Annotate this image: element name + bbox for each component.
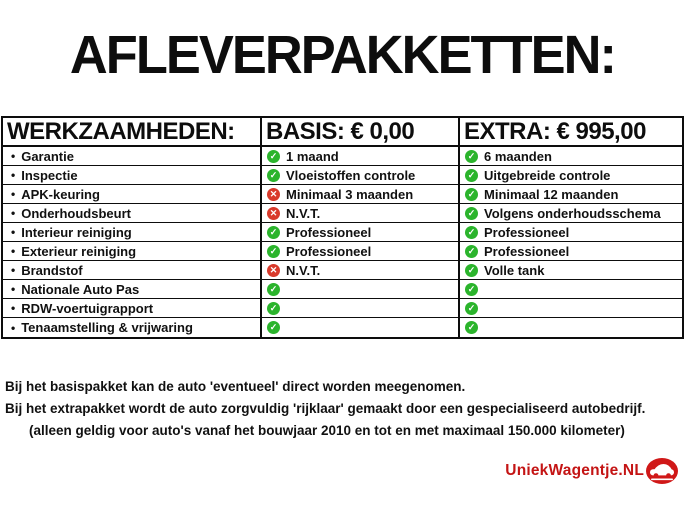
bullet-icon: • [11, 225, 16, 239]
task-cell [3, 204, 260, 222]
check-circle-icon: ✓ [267, 169, 280, 182]
column-header-werkzaamheden: WERKZAAMHEDEN: [7, 118, 235, 145]
basis-value: Professioneel [286, 224, 372, 240]
cross-circle-icon: ✕ [267, 188, 280, 201]
task-cell [3, 185, 260, 203]
task-label: Exterieur reiniging [21, 243, 137, 259]
check-circle-icon: ✓ [465, 264, 478, 277]
check-circle-icon: ✓ [267, 321, 280, 334]
footer-note-conditions: (alleen geldig voor auto's vanaf het bouwjaar 2010 en tot en met maximaal 150.000 kilometer) [29, 423, 625, 438]
basis-value: Vloeistoffen controle [286, 167, 416, 183]
bullet-icon: • [11, 263, 16, 277]
bullet-icon: • [11, 187, 16, 201]
check-circle-icon: ✓ [267, 283, 280, 296]
basis-cell [260, 166, 458, 184]
basis-cell [260, 318, 458, 337]
task-cell [3, 242, 260, 260]
basis-cell [260, 280, 458, 298]
extra-cell [458, 280, 682, 298]
basis-cell [260, 204, 458, 222]
footer-notes [5, 376, 645, 442]
column-header-extra: EXTRA: € 995,00 [458, 118, 682, 145]
check-circle-icon: ✓ [267, 245, 280, 258]
basis-value: 1 maand [286, 148, 339, 164]
task-cell [3, 280, 260, 298]
task-label: Brandstof [21, 262, 83, 278]
basis-value: N.V.T. [286, 205, 321, 221]
task-label: Nationale Auto Pas [21, 281, 140, 297]
extra-cell [458, 223, 682, 241]
bullet-icon: • [11, 149, 16, 163]
bullet-icon: • [11, 206, 16, 220]
basis-cell [260, 185, 458, 203]
bullet-icon: • [11, 244, 16, 258]
task-label: Interieur reiniging [21, 224, 132, 240]
basis-cell [260, 299, 458, 317]
table-row [3, 147, 682, 166]
basis-cell [260, 242, 458, 260]
basis-value: N.V.T. [286, 262, 321, 278]
task-label: Inspectie [21, 167, 78, 183]
check-circle-icon: ✓ [465, 188, 478, 201]
check-circle-icon: ✓ [465, 283, 478, 296]
extra-value: Volle tank [484, 262, 545, 278]
task-cell [3, 166, 260, 184]
check-circle-icon: ✓ [267, 302, 280, 315]
extra-cell [458, 185, 682, 203]
bullet-icon: • [11, 301, 16, 315]
table-row [3, 280, 682, 299]
basis-cell [260, 261, 458, 279]
basis-cell [260, 223, 458, 241]
table-row [3, 242, 682, 261]
task-cell [3, 261, 260, 279]
footer-note-basis: Bij het basispakket kan de auto 'eventueel' direct worden meegenomen. [5, 379, 466, 394]
logo-text: UniekWagentje.NL [505, 462, 644, 479]
table-row [3, 166, 682, 185]
check-circle-icon: ✓ [267, 150, 280, 163]
task-cell [3, 299, 260, 317]
bullet-icon: • [11, 168, 16, 182]
extra-value: Uitgebreide controle [484, 167, 611, 183]
basis-cell [260, 147, 458, 165]
extra-value: Professioneel [484, 224, 570, 240]
extra-value: Volgens onderhoudsschema [484, 205, 661, 221]
cross-circle-icon: ✕ [267, 264, 280, 277]
cross-circle-icon: ✕ [267, 207, 280, 220]
table-row [3, 185, 682, 204]
check-circle-icon: ✓ [267, 226, 280, 239]
extra-cell [458, 242, 682, 260]
task-cell [3, 223, 260, 241]
check-circle-icon: ✓ [465, 302, 478, 315]
task-cell [3, 318, 260, 337]
check-circle-icon: ✓ [465, 169, 478, 182]
extra-value: Minimaal 12 maanden [484, 186, 619, 202]
footer-note-extra: Bij het extrapakket wordt de auto zorgvuldig 'rijklaar' gemaakt door een gespecialiseerd autobedrijf. [5, 401, 646, 416]
check-circle-icon: ✓ [465, 226, 478, 239]
task-label: Tenaamstelling & vrijwaring [21, 320, 193, 335]
extra-cell [458, 166, 682, 184]
check-circle-icon: ✓ [465, 321, 478, 334]
task-cell [3, 147, 260, 165]
bullet-icon: • [11, 282, 16, 296]
check-circle-icon: ✓ [465, 245, 478, 258]
task-label: RDW-voertuigrapport [21, 300, 154, 316]
check-circle-icon: ✓ [465, 150, 478, 163]
table-row [3, 299, 682, 318]
table-row [3, 261, 682, 280]
car-badge-icon [645, 456, 679, 486]
page-title: AFLEVERPAKKETTEN: [69, 25, 616, 85]
column-header-basis: BASIS: € 0,00 [260, 118, 458, 145]
table-row [3, 204, 682, 223]
basis-value: Professioneel [286, 243, 372, 259]
extra-cell [458, 261, 682, 279]
table-row [3, 318, 682, 337]
task-label: Garantie [21, 148, 74, 164]
extra-cell [458, 204, 682, 222]
check-circle-icon: ✓ [465, 207, 478, 220]
extra-cell [458, 147, 682, 165]
task-label: APK-keuring [21, 186, 100, 202]
logo [505, 456, 679, 486]
extra-cell [458, 318, 682, 337]
extra-value: 6 maanden [484, 148, 552, 164]
table-row [3, 223, 682, 242]
table-header-row [3, 118, 682, 147]
extra-value: Professioneel [484, 243, 570, 259]
basis-value: Minimaal 3 maanden [286, 186, 414, 202]
task-label: Onderhoudsbeurt [21, 205, 131, 221]
table-body [3, 147, 682, 337]
extra-cell [458, 299, 682, 317]
bullet-icon: • [11, 320, 16, 335]
packages-table [1, 116, 684, 339]
